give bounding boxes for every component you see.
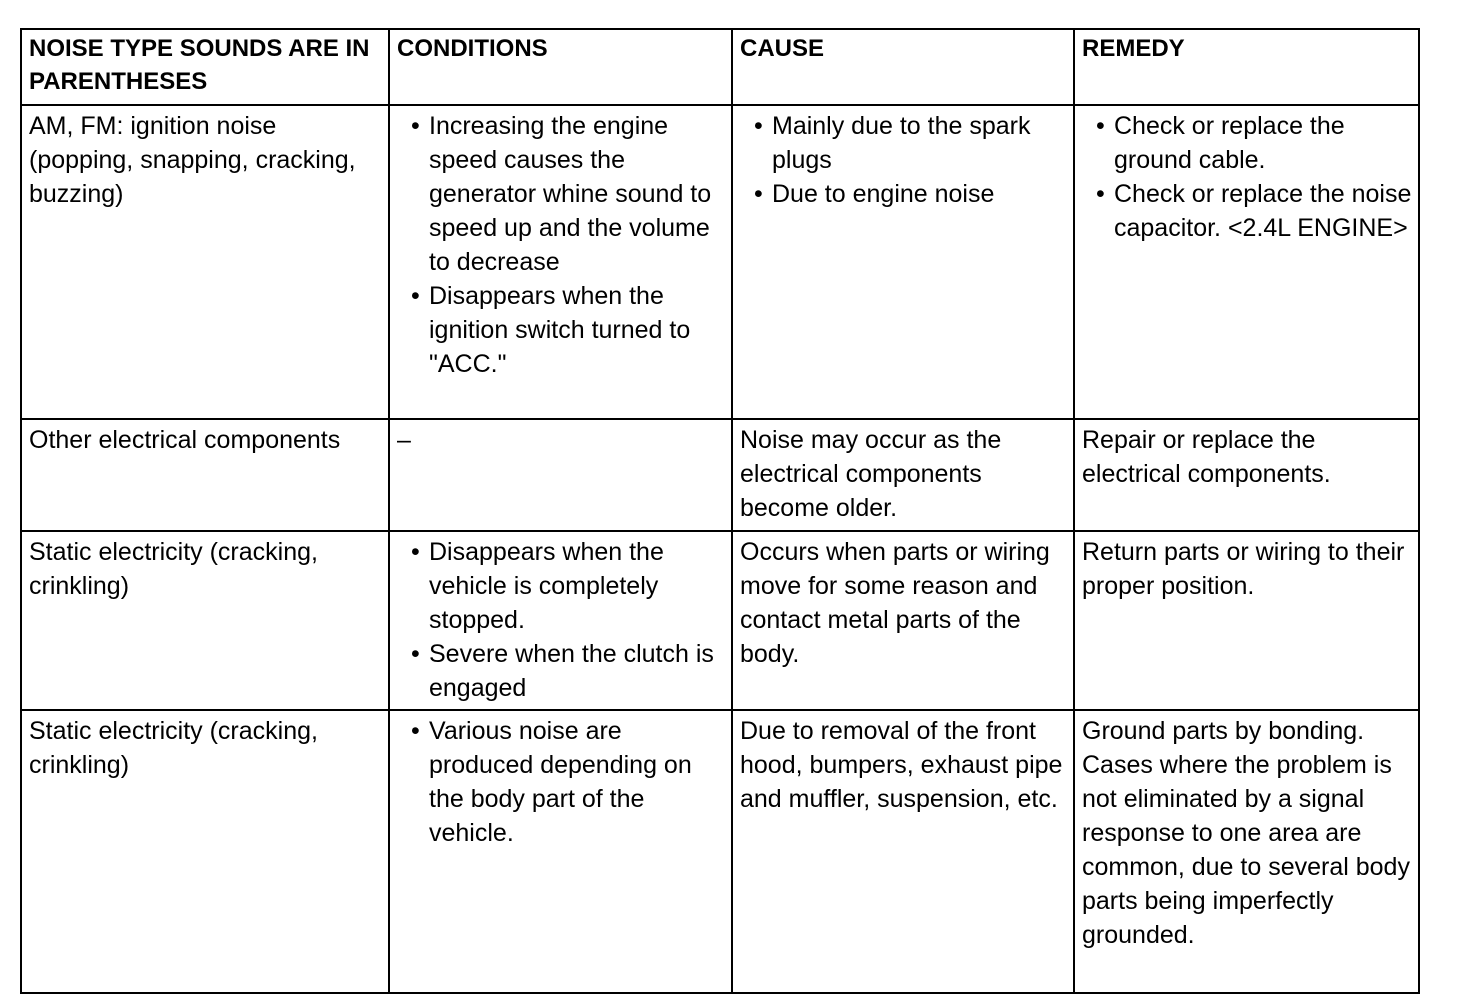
noise-type-text: Static electricity (cracking, crinkling)	[29, 538, 318, 600]
remedy-text: Return parts or wiring to their proper position.	[1082, 538, 1405, 600]
list-item: • Due to engine noise	[754, 180, 995, 208]
row-1-remedy	[1075, 106, 1418, 420]
row-3-noise-type	[22, 532, 390, 711]
header-conditions: CONDITIONS	[390, 30, 733, 106]
list-item: • Increasing the engine speed causes the generator whine sound to speed up and the volume to decrease	[411, 112, 712, 276]
list-item: • Severe when the clutch is engaged	[411, 640, 714, 702]
row-3-remedy	[1075, 532, 1418, 711]
row-3-conditions	[390, 532, 733, 711]
cause-text: Occurs when parts or wiring move for some reason and contact metal parts of the body.	[740, 538, 1050, 668]
noise-type-text: Other electrical components	[29, 426, 341, 454]
row-3-cause	[733, 532, 1075, 711]
noise-diagnosis-table	[20, 28, 1420, 994]
row-1-cause	[733, 106, 1075, 420]
row-4-noise-type	[22, 711, 390, 992]
remedy-text: Repair or replace the electrical components.	[1082, 426, 1331, 488]
row-4-conditions	[390, 711, 733, 992]
list-item: • Disappears when the vehicle is completely stopped.	[411, 538, 664, 634]
list-item: • Various noise are produced depending on the body part of the vehicle.	[411, 717, 692, 847]
list-item: • Disappears when the ignition switch turned to "ACC."	[411, 282, 691, 378]
cause-text: Due to removal of the front hood, bumpers, exhaust pipe and muffler, suspension, etc.	[740, 717, 1063, 813]
cause-text: Noise may occur as the electrical components become older.	[740, 426, 1002, 522]
row-4-cause	[733, 711, 1075, 992]
list-item: • Mainly due to the spark plugs	[754, 112, 1031, 174]
noise-type-text: AM, FM: ignition noise (popping, snapping, cracking, buzzing)	[29, 112, 356, 208]
noise-type-text: Static electricity (cracking, crinkling)	[29, 717, 318, 779]
list-item: • Check or replace the noise capacitor. <2.4L ENGINE>	[1096, 180, 1412, 242]
row-1-conditions	[390, 106, 733, 420]
row-2-conditions	[390, 420, 733, 532]
row-2-cause	[733, 420, 1075, 532]
header-remedy: REMEDY	[1075, 30, 1418, 106]
row-2-noise-type	[22, 420, 390, 532]
list-item: • Check or replace the ground cable.	[1096, 112, 1345, 174]
header-cause: CAUSE	[733, 30, 1075, 106]
conditions-text: –	[397, 426, 411, 454]
row-1-noise-type	[22, 106, 390, 420]
header-noise-type: NOISE TYPE SOUNDS ARE IN PARENTHESES	[22, 30, 390, 106]
row-2-remedy	[1075, 420, 1418, 532]
row-4-remedy	[1075, 711, 1418, 992]
remedy-text: Ground parts by bonding. Cases where the problem is not eliminated by a signal response to one area are common, due to several body parts being imperfectly grounded.	[1082, 717, 1410, 949]
